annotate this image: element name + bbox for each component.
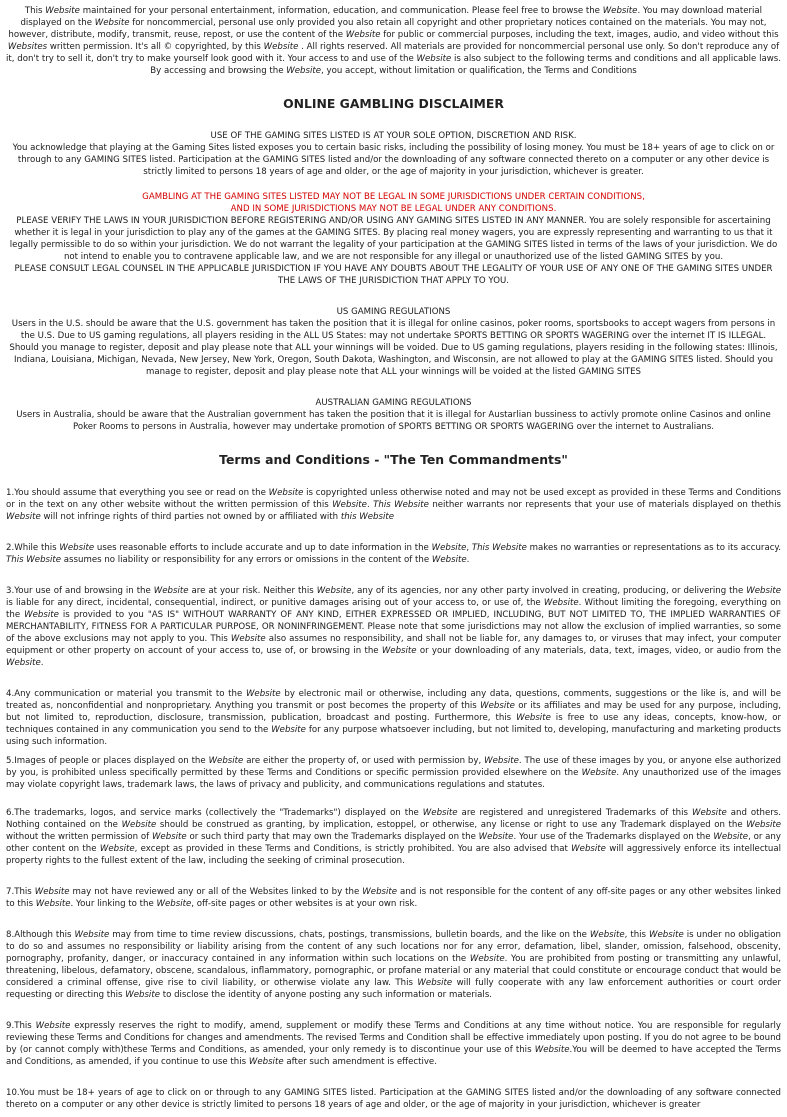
australian-regulations-text: Users in Australia, should be aware that the Australian government has taken the position that it is illegal for Austarlian bussiness to activly promote online Casinos and online Poker Rooms to persons in Australia, however may undertake promotion of SPORTS BETTING OR SPORTS WAGERING over the internet to Australians. [16, 410, 771, 432]
disclaimer-intro [6, 130, 781, 178]
commandment-2: 2.While this Website uses reasonable efforts to include accurate and up to date information in the Website, This Website makes no warranties or representations as to its accuracy. This Website assumes no liability or responsibility for any errors or omissions in the content of the Website. [6, 543, 782, 565]
commandment-10: 10.You must be 18+ years of age to click on or through to any GAMING SITES listed. Participation at the GAMING SITES listed and/or the downloading of any software connected thereto on a computer or any other device is strictly limited to persons 18 years of age and older, or the age of majority in your jurisdiction, whichever is greater [6, 1088, 781, 1110]
disclaimer-risk-title: USE OF THE GAMING SITES LISTED IS AT YOUR SOLE OPTION, DISCRETION AND RISK. [210, 131, 577, 141]
us-regulations-text: Users in the U.S. should be aware that the U.S. government has taken the position that it is illegal for online casinos, poker rooms, sportsbooks to accept wagers from persons in the U.S. Due to US gaming regulations, all players residing in the ALL US States: may not undertake SPORTS BETTING OR SPORTS WAGERING over the internet IT IS ILLEGAL. Should you manage to register, deposit and play please note that ALL your winnings will be voided. Due to US gaming regulations, players residing in the following states: Illinois, Indiana, Louisiana, Michigan, Nevada, New Jersey, New York, Oregon, South Dakota, Washington, and Wisconsin, are not allowed to play at the GAMING SITES listed. Should you manage to register, deposit and play please note that ALL your winnings will be voided at the listed GAMING SITES [9, 319, 778, 377]
australian-regulations-title: AUSTRALIAN GAMING REGULATIONS [315, 398, 472, 408]
commandment-8: 8.Although this Website may from time to time review discussions, chats, postings, transmissions, bulletin boards, and the like on the Website, this Website is under no obligation to do so and assumes no responsibility or liability arising from the content of any such locations nor for any error, defamation, libel, slander, omission, falsehood, obscenity, pornography, profanity, danger, or inaccuracy contained in any information within such locations on the Website. You are prohibited from posting or transmitting any unlawful, threatening, libelous, defamatory, obscene, scandalous, inflammatory, pornographic, or profane material or any material that could constitute or encourage conduct that would be considered a criminal offense, give rise to civil liability, or otherwise violate any law. This Website will fully cooperate with any law enforcement authorities or court order requesting or directing this Website to disclose the identity of anyone posting any such information or materials. [6, 930, 781, 1000]
commandment-6: 6.The trademarks, logos, and service marks (collectively the "Trademarks") displayed on the Website are registered and unregistered Trademarks of this Website and others. Nothing contained on the Website should be construed as granting, by implication, estoppel, or otherwise, any license or right to use any Trademark displayed on the Website without the written permission of Website or such third party that may own the Trademarks displayed on the Website. Your use of the Trademarks displayed on the Website, or any other content on the Website, except as provided in these Terms and Conditions, is strictly prohibited. You are also advised that Website will aggressively enforce its intellectual property rights to the fullest extent of the law, including the seeking of criminal prosecution. [6, 808, 782, 866]
commandment-5: 5.Images of people or places displayed on the Website are either the property of, or used with permission by, Website. The use of these images by you, or anyone else authorized by you, is prohibited unless specifically permitted by these Terms and Conditions or specific permission provided elsewhere on the Website. Any unauthorized use of the images may violate copyright laws, trademark laws, the laws of privacy and publicity, and communications regulations and statutes. [6, 756, 782, 790]
disclaimer-legality [6, 191, 781, 287]
legality-warning-line-1: GAMBLING AT THE GAMING SITES LISTED MAY NOT BE LEGAL IN SOME JURISDICTIONS UNDER CERTAIN CONDITIONS, [142, 192, 645, 202]
disclaimer-heading: ONLINE GAMBLING DISCLAIMER [283, 96, 504, 111]
us-regulations-title: US GAMING REGULATIONS [336, 307, 451, 317]
commandment-1: 1.You should assume that everything you see or read on the Website is copyrighted unless otherwise noted and may not be used except as provided in these Terms and Conditions or in the text on any other website without the written permission of this Website. This Website neither warrants nor represents that your use of materials displayed on thethis Website will not infringe rights of third parties not owned by or affiliated with this Website [6, 488, 781, 522]
legality-warning-line-2: AND IN SOME JURISDICTIONS MAY NOT BE LEGAL UNDER ANY CONDITIONS. [230, 204, 557, 214]
commandment-7: 7.This Website may not have reviewed any or all of the Websites linked to by the Website and is not responsible for the content of any off-site pages or any other websites linked to this Website. Your linking to the Website, off-site pages or other websites is at your own risk. [6, 887, 781, 909]
us-regulations [6, 306, 781, 378]
intro-paragraph: This Website maintained for your personal entertainment, information, education, and communication. Please feel free to browse the Website. You may download material displayed on the Website for noncommercial, personal use only provided you also retain all copyright and other proprietary notices contained on the materials. You may not, however, distribute, modify, transmit, reuse, repost, or use the content of the Website for public or commercial purposes, including the text, images, audio, and video without this Websites written permission. It's all © copyrighted, by this Website . All rights reserved. All materials are provided for noncommercial personal use only. So don't reproduce any of it, don't try to sell it, don't try to make yourself look good with it. Your access to and use of the Website is also subject to the following terms and conditions and all applicable laws. By accessing and browsing the Website, you accept, without limitation or qualification, the Terms and Conditions [6, 6, 781, 76]
terms-heading: Terms and Conditions - "The Ten Commandments" [219, 452, 568, 467]
disclaimer-risk-text: You acknowledge that playing at the Gaming Sites listed exposes you to certain basic risks, including the possibility of losing money. You must be 18+ years of age to click on or through to any GAMING SITES listed. Participation at the GAMING SITES listed and/or the downloading of any software connected thereto on a computer or any other device is strictly limited to persons 18 years of age and older, or the age of majority in your jurisdiction, whichever is greater. [12, 143, 775, 177]
commandment-3: 3.Your use of and browsing in the Website are at your risk. Neither this Website, any of its agencies, nor any other party involved in creating, producing, or delivering the Website is liable for any direct, incidental, consequential, indirect, or punitive damages arising out of your access to, or use of, the Website. Without limiting the foregoing, everything on the Website is provided to you "AS IS" WITHOUT WARRANTY OF ANY KIND, EITHER EXPRESSED OR IMPLIED, INCLUDING, BUT NOT LIMITED TO, THE IMPLIED WARRANTIES OF MERCHANTABILITY, FITNESS FOR A PARTICULAR PURPOSE, OR NONINFRINGEMENT. Please note that some jurisdictions may not allow the exclusion of implied warranties, so some of the above exclusions may not apply to you. This Website also assumes no responsibility, and shall not be liable for, any damages to, or viruses that may infect, your computer equipment or other property on account of your access to, use of, or browsing in the Website or your downloading of any materials, data, text, images, video, or audio from the Website. [6, 586, 782, 668]
australian-regulations [6, 397, 781, 433]
consult-counsel-text: PLEASE CONSULT LEGAL COUNSEL IN THE APPLICABLE JURISDICTION IF YOU HAVE ANY DOUBTS ABOUT THE LEGALITY OF YOUR USE OF ANY ONE OF THE GAMING SITES UNDER THE LAWS OF THE JURISDICTION THAT APPLY TO YOU. [14, 264, 773, 286]
commandment-9: 9.This Website expressly reserves the right to modify, amend, supplement or modify these Terms and Conditions at any time without notice. You are responsible for regularly reviewing these Terms and Conditions for changes and amendments. The revised Terms and Condition shall be effective immediately upon posting. If you do not agree to be bound by (or cannot comply with)these Terms and Conditions, as amended, your only remedy is to discontinue your use of this Website.You will be deemed to have accepted the Terms and Conditions, as amended, if you continue to use this Website after such amendment is effective. [6, 1021, 782, 1067]
verify-laws-text: PLEASE VERIFY THE LAWS IN YOUR JURISDICTION BEFORE REGISTERING AND/OR USING ANY GAMING SITES LISTED IN ANY MANNER. You are solely responsible for ascertaining whether it is legal in your jurisdiction to play any of the games at the GAMING SITES. By placing real money wagers, you are expressly representing and warranting to us that it legally permissible to do so within your jurisdiction. We do not warrant the legality of your participation at the GAMING SITES listed in terms of the laws of your jurisdiction. We do not intend to enable you to contravene applicable law, and we are not responsible for any illegal or unauthorized use of the listed GAMING SITES by you. [9, 216, 778, 262]
commandment-4: 4.Any communication or material you transmit to the Website by electronic mail or otherwise, including any data, questions, comments, suggestions or the like is, and will be treated as, nonconfidential and nonproprietary. Anything you transmit or post becomes the property of this Website or its affiliates and may be used for any purpose, including, but not limited to, reproduction, disclosure, transmission, publication, broadcast and posting. Furthermore, this Website is free to use any ideas, concepts, know-how, or techniques contained in any communication you send to the Website for any purpose whatsoever including, but not limited to, developing, manufacturing and marketing products using such information. [6, 689, 782, 747]
